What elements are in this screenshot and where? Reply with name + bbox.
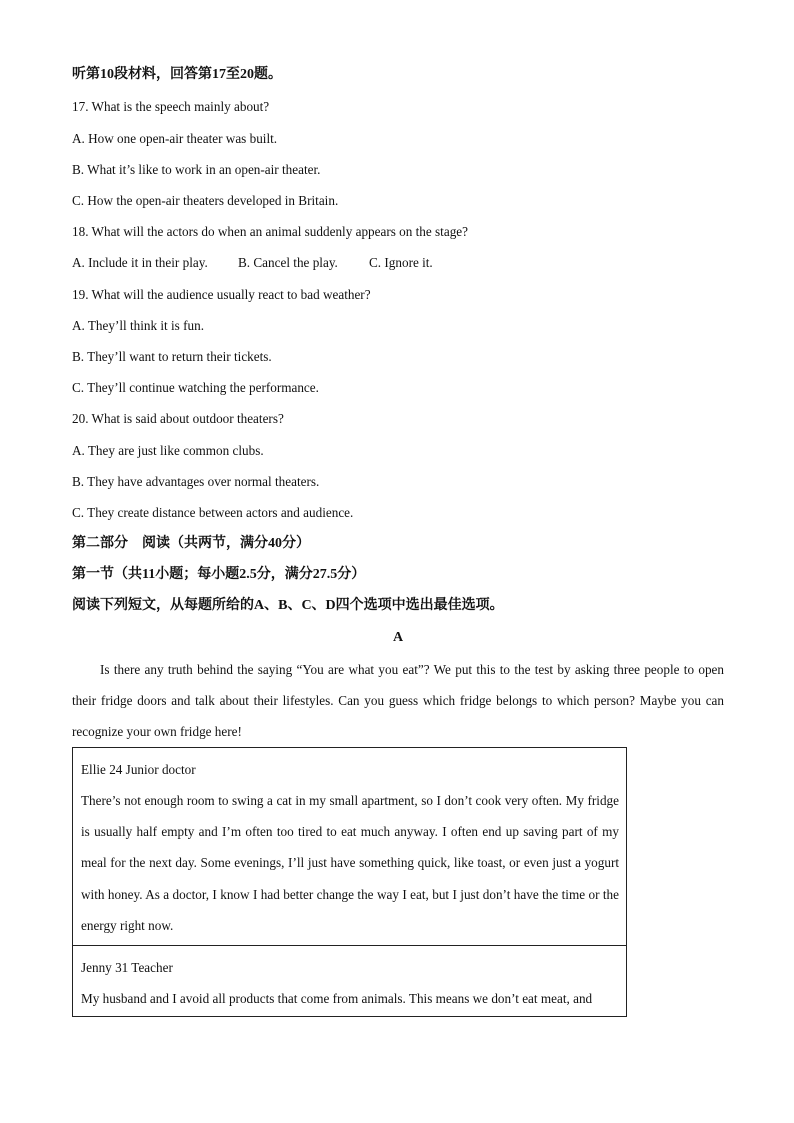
profiles-table <box>72 747 627 1017</box>
option-19a: A. They’ll think it is fun. <box>72 318 204 333</box>
option-18a: A. Include it in their play. <box>72 255 208 270</box>
option-17b: B. What it’s like to work in an open-air theater. <box>72 162 321 177</box>
option-20a: A. They are just like common clubs. <box>72 443 264 458</box>
section-one-heading: 第一节（共11小题；每小题2.5分，满分27.5分） <box>72 567 366 582</box>
question-17: 17. What is the speech mainly about? <box>72 99 270 114</box>
option-19b: B. They’ll want to return their tickets. <box>72 349 272 364</box>
option-20c: C. They create distance between actors and audience. <box>72 505 354 520</box>
option-18b: B. Cancel the play. <box>238 255 338 270</box>
question-20: 20. What is said about outdoor theaters? <box>72 411 284 426</box>
question-19: 19. What will the audience usually react to bad weather? <box>72 287 371 302</box>
option-20b: B. They have advantages over normal theaters. <box>72 474 320 489</box>
profile-ellie-title: Ellie 24 Junior doctor <box>81 762 196 777</box>
option-18c: C. Ignore it. <box>369 255 433 270</box>
profile-jenny <box>73 945 626 1016</box>
reading-instruction: 阅读下列短文，从每题所给的A、B、C、D四个选项中选出最佳选项。 <box>72 598 504 613</box>
question-18: 18. What will the actors do when an animal suddenly appears on the stage? <box>72 224 468 239</box>
profile-jenny-text: My husband and I avoid all products that come from animals. This means we don’t eat meat, and <box>81 991 593 1007</box>
option-17a: A. How one open-air theater was built. <box>72 131 278 146</box>
passage-intro-text: Is there any truth behind the saying “You are what you eat”? We put this to the test by asking three people to open their fridge doors and talk about their lifestyles. Can you guess which fridge belongs to which person? Maybe you can recognize your own fridge here! <box>72 662 724 740</box>
passage-intro <box>72 654 724 748</box>
option-19c: C. They’ll continue watching the performance. <box>72 380 319 395</box>
profile-ellie <box>73 748 626 945</box>
profile-ellie-text: There’s not enough room to swing a cat in my small apartment, so I don’t cook very often. My fridge is usually half empty and I’m often too tired to eat much anyway. I often end up saving part of my meal for the next day. Some evenings, I’ll just have something quick, like toast, or even just a yogurt with honey. As a doctor, I know I had better change the way I eat, but I just don’t have the time or the energy right now. <box>81 793 619 933</box>
options-18 <box>72 255 433 271</box>
section-heading: 听第10段材料，回答第17至20题。 <box>72 67 282 82</box>
option-17c: C. How the open-air theaters developed in Britain. <box>72 193 339 208</box>
profile-jenny-title: Jenny 31 Teacher <box>81 960 173 976</box>
passage-letter: A <box>392 630 404 645</box>
part-two-heading: 第二部分 阅读（共两节，满分40分） <box>72 536 310 551</box>
